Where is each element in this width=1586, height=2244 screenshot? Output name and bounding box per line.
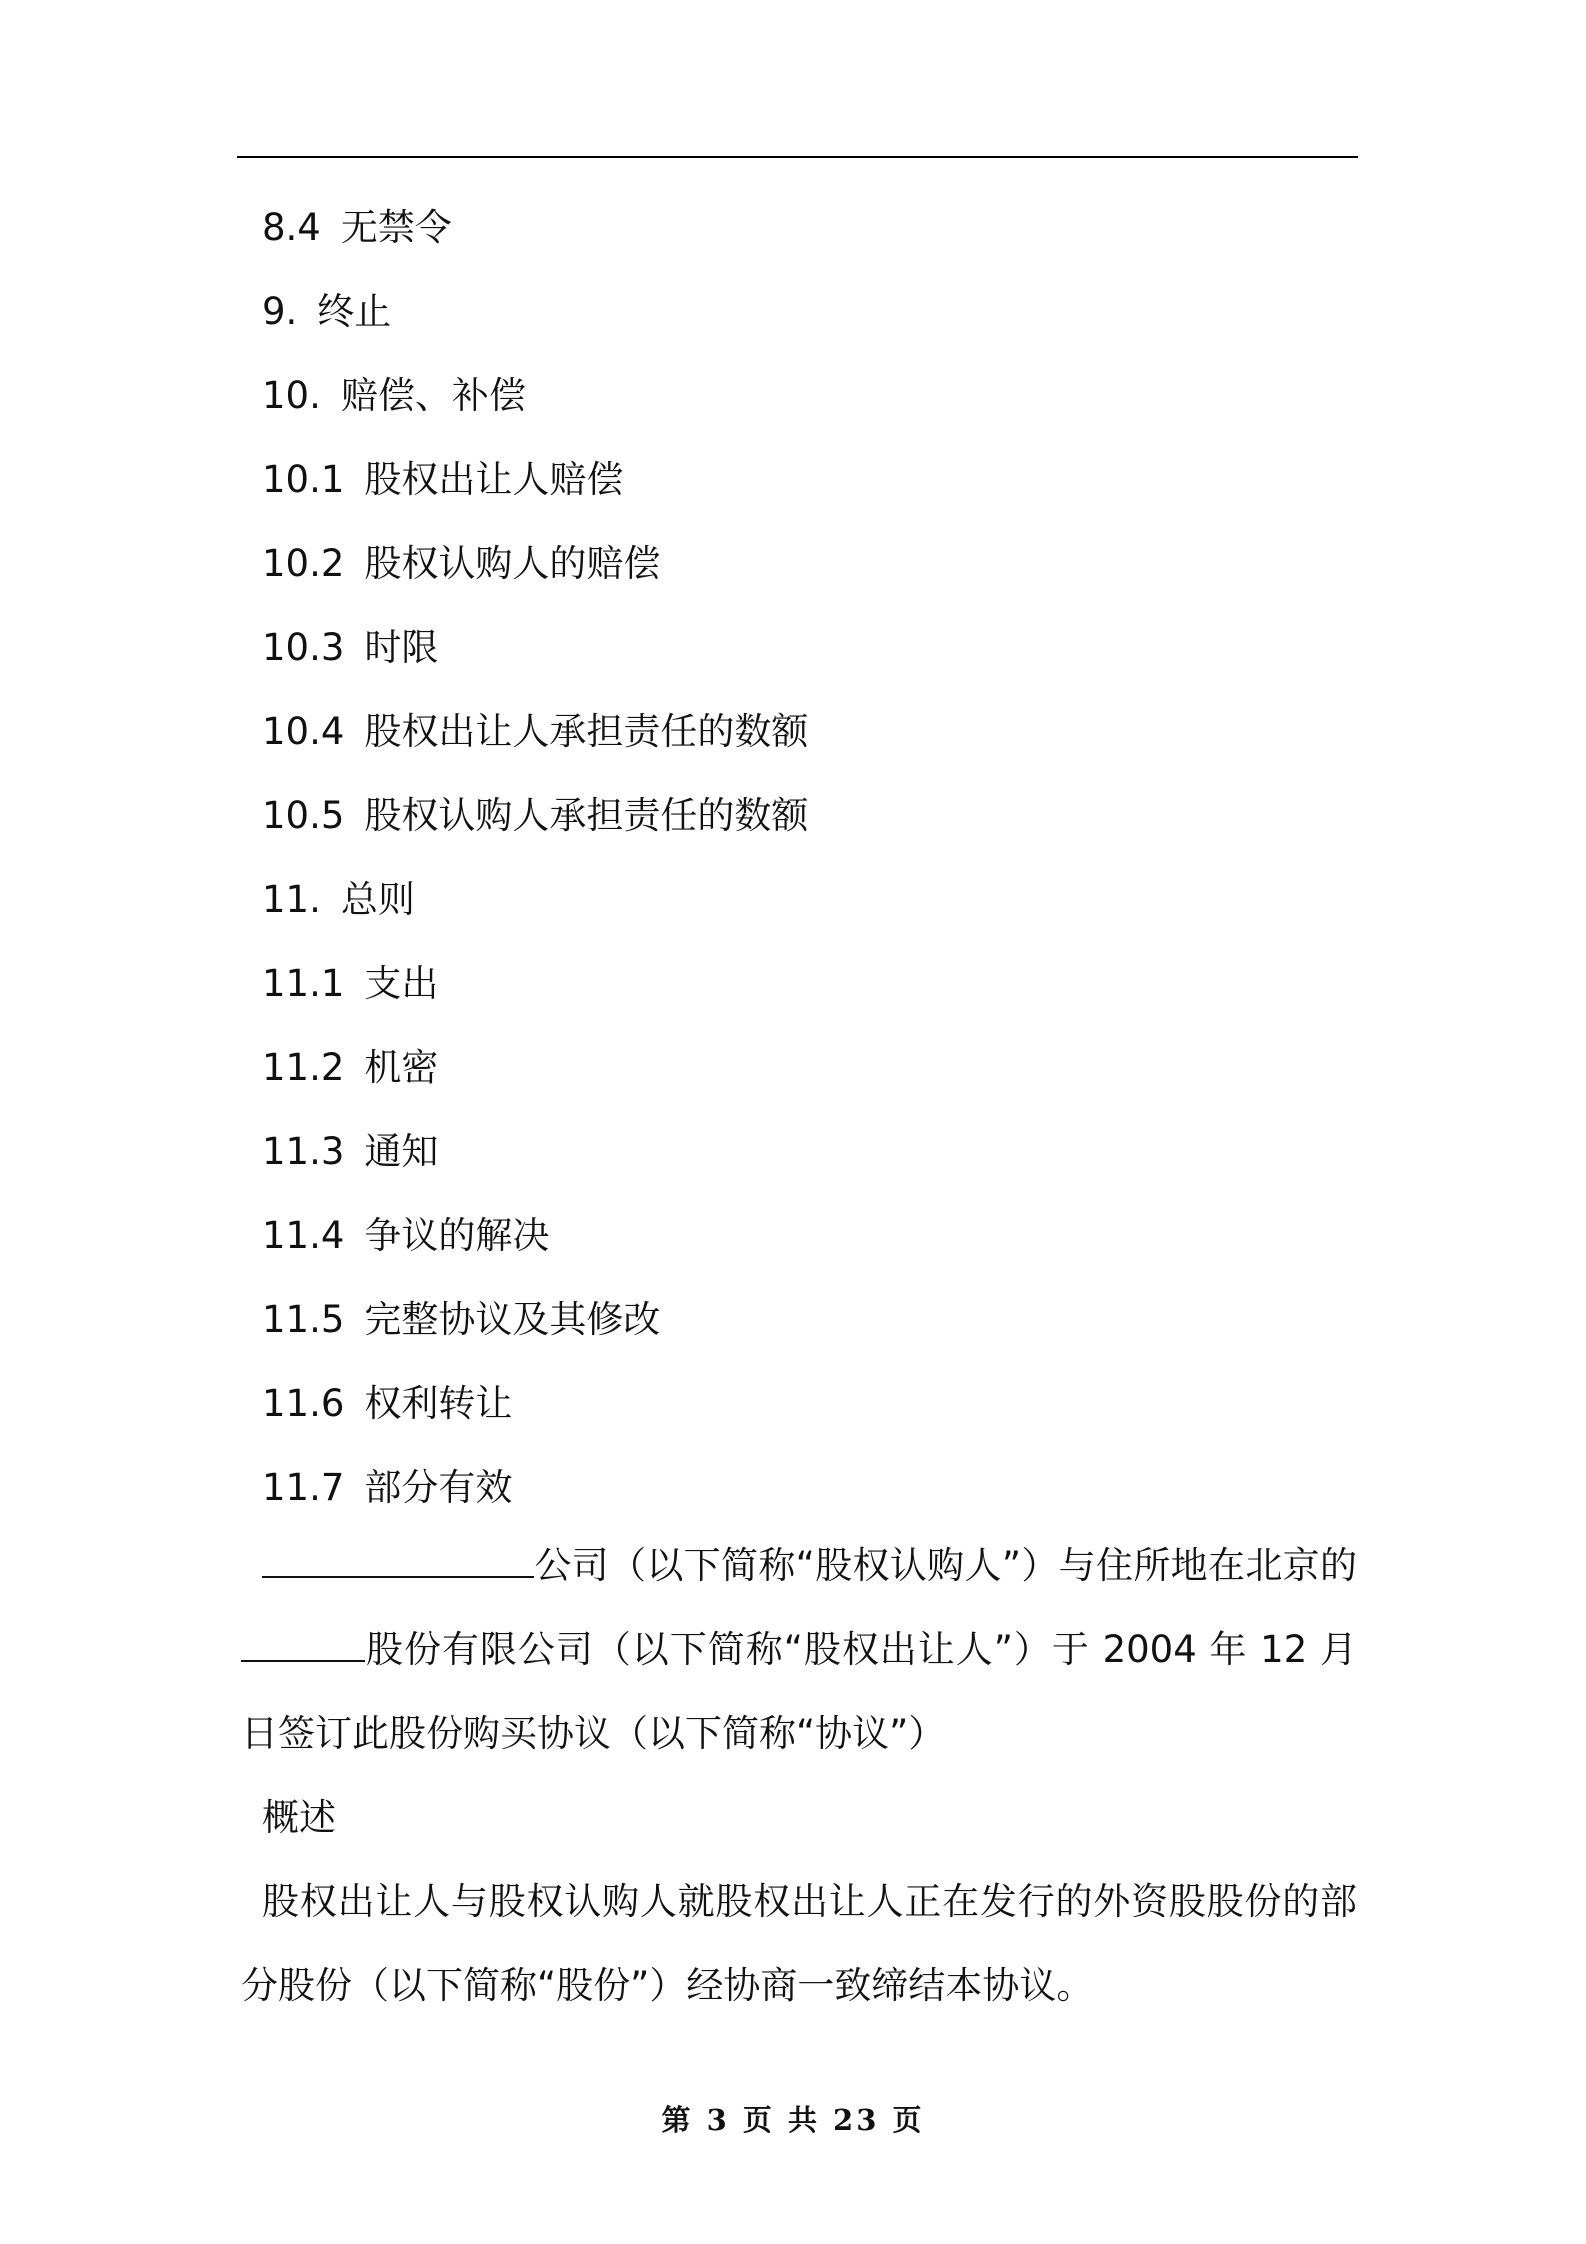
toc-item-number: 11.5 <box>262 1298 345 1341</box>
toc-item-title: 部分有效 <box>364 1466 513 1509</box>
overview-heading: 概述 <box>262 1796 336 1839</box>
toc-item <box>262 368 808 452</box>
toc-item-number: 10. <box>262 374 321 417</box>
toc-item-number: 11.7 <box>262 1466 345 1509</box>
toc-item-title: 无禁令 <box>340 206 452 249</box>
toc-item-number: 11.6 <box>262 1382 345 1425</box>
toc-item <box>262 872 808 956</box>
preamble-text-part2: 股份有限公司（以下简称“股权出让人”）于 2004 年 12 月 日签订此股份购买协议（以下简称“协议”） <box>241 1628 1357 1755</box>
toc-item <box>262 956 808 1040</box>
preamble-text-part1: 公司（以下简称“股权认购人”）与住所地在北京的 <box>534 1544 1357 1587</box>
table-of-contents <box>262 200 808 1544</box>
toc-item-number: 10.5 <box>262 794 345 837</box>
overview-paragraph: 股权出让人与股权认购人就股权出让人正在发行的外资股股份的部分股份（以下简称“股份”）经协商一致缔结本协议。 <box>241 1880 1357 2007</box>
blank-line <box>241 1626 365 1662</box>
toc-item <box>262 1292 808 1376</box>
toc-item <box>262 704 808 788</box>
toc-item-title: 总则 <box>340 878 415 921</box>
header-rule <box>237 156 1358 158</box>
toc-item-number: 11.4 <box>262 1214 345 1257</box>
toc-item-title: 股权出让人赔偿 <box>364 458 624 501</box>
toc-item-number: 11.2 <box>262 1046 345 1089</box>
toc-item-number: 9. <box>262 290 298 333</box>
page-number: 第 3 页 共 23 页 <box>661 2103 925 2137</box>
toc-item-title: 股权认购人的赔偿 <box>364 542 661 585</box>
toc-item <box>262 788 808 872</box>
toc-item-title: 通知 <box>364 1130 439 1173</box>
toc-item-title: 争议的解决 <box>364 1214 550 1257</box>
toc-item <box>262 1208 808 1292</box>
toc-item-title: 赔偿、补偿 <box>340 374 526 417</box>
toc-item-title: 股权出让人承担责任的数额 <box>364 710 809 753</box>
toc-item-title: 支出 <box>364 962 439 1005</box>
blank-line <box>262 1542 534 1578</box>
toc-item <box>262 1124 808 1208</box>
toc-item-title: 股权认购人承担责任的数额 <box>364 794 809 837</box>
toc-item <box>262 536 808 620</box>
agreement-preamble <box>241 1524 1357 1776</box>
toc-item <box>262 452 808 536</box>
toc-item-number: 10.3 <box>262 626 345 669</box>
toc-item-number: 10.2 <box>262 542 345 585</box>
toc-item-number: 8.4 <box>262 206 321 249</box>
toc-item-title: 机密 <box>364 1046 439 1089</box>
toc-item-title: 时限 <box>364 626 439 669</box>
toc-item-number: 10.1 <box>262 458 345 501</box>
toc-item-number: 10.4 <box>262 710 345 753</box>
toc-item <box>262 284 808 368</box>
toc-item-number: 11.3 <box>262 1130 345 1173</box>
toc-item-number: 11. <box>262 878 321 921</box>
toc-item-number: 11.1 <box>262 962 345 1005</box>
toc-item <box>262 1040 808 1124</box>
toc-item-title: 终止 <box>317 290 392 333</box>
toc-item <box>262 1376 808 1460</box>
toc-item-title: 完整协议及其修改 <box>364 1298 661 1341</box>
toc-item <box>262 620 808 704</box>
toc-item-title: 权利转让 <box>364 1382 513 1425</box>
toc-item <box>262 200 808 284</box>
